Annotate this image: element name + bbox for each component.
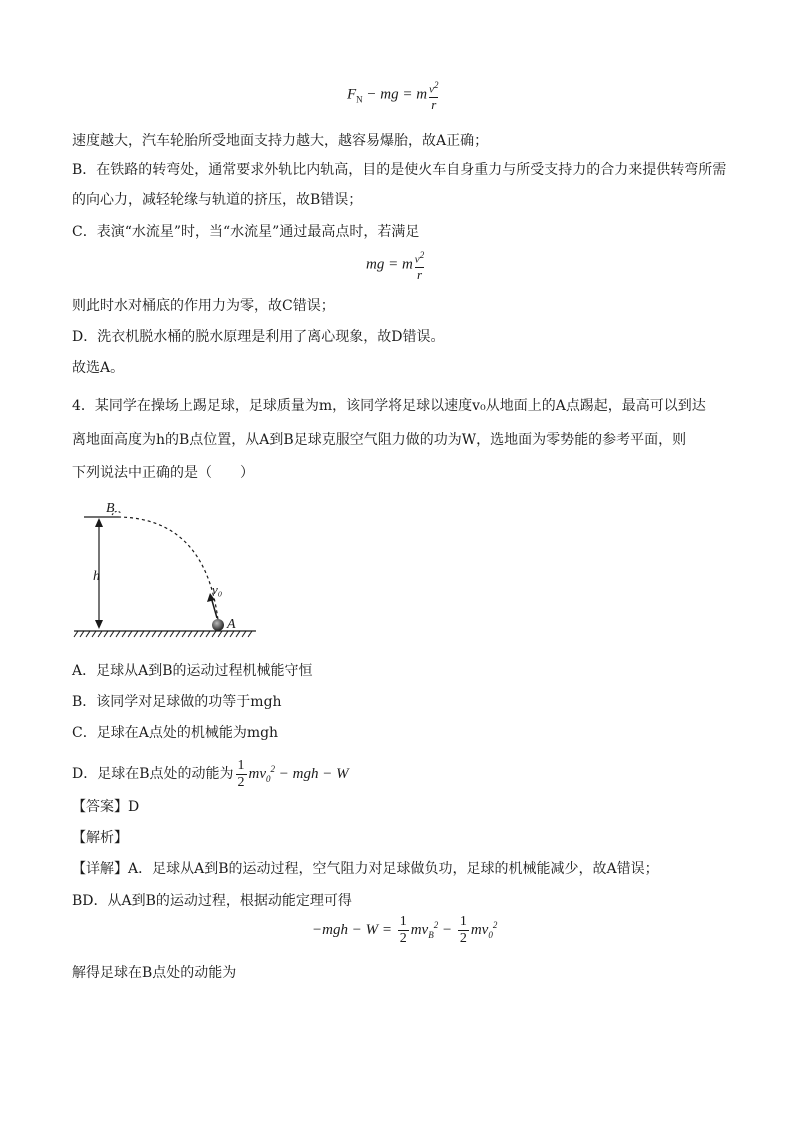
projectile-diagram: [70, 498, 270, 648]
formula-work-energy: −mgh − W = $\frac{1}{2}$ $mv_B^2$ − $\frac{1}{2}$ $mv_0^2$: [312, 914, 498, 946]
option-b: B．该同学对足球做的功等于mgh: [72, 694, 282, 710]
text-line-4: C．表演“水流星”时，当“水流星”通过最高点时，若满足: [72, 224, 420, 240]
option-c: C．足球在A点处的机械能为mgh: [72, 725, 279, 741]
label-B: B: [106, 501, 115, 516]
analysis-tag: 【解析】: [72, 830, 128, 846]
text-line-1: 速度越大，汽车轮胎所受地面支持力越大，越容易爆胎，故A正确；: [72, 133, 489, 149]
text-line-7: 故选A。: [72, 360, 125, 376]
bd-line: BD．从A到B的运动过程，根据动能定理可得: [72, 893, 352, 909]
question-4-line-1: 4．某同学在操场上踢足球，足球质量为m，该同学将足球以速度v₀从地面上的A点踢起，最高可以到达: [72, 398, 706, 414]
question-4-line-2: 离地面高度为h的B点位置，从A到B足球克服空气阻力做的功为W，选地面为零势能的参考平面，则: [72, 432, 687, 448]
text-line-2: B．在铁路的转弯处，通常要求外轨比内轨高，目的是使火车自身重力与所受支持力的合力来提供转弯所需: [72, 162, 727, 178]
text-line-6: D．洗衣机脱水桶的脱水原理是利用了离心现象，故D错误。: [72, 329, 445, 345]
option-a: A．足球从A到B的运动过程机械能守恒: [72, 663, 313, 679]
option-d: [72, 756, 349, 792]
text-line-3: 的向心力，减轻轮缘与轨道的挤压，故B错误；: [72, 192, 363, 208]
label-A: A: [227, 617, 236, 632]
detail-line: 【详解】A．足球从A到B的运动过程，空气阻力对足球做负功，足球的机械能减少，故A错误；: [72, 861, 659, 877]
formula-top-point: mg = m $\frac{v^2}{r}$: [366, 250, 425, 282]
text-line-5: 则此时水对桶底的作用力为零，故C错误；: [72, 298, 335, 314]
question-4-line-3: 下列说法中正确的是（ ）: [72, 465, 254, 481]
formula-centripetal-normal: $F_N$ − mg = m $\frac{v^2}{r}$: [347, 80, 439, 112]
last-line: 解得足球在B点处的动能为: [72, 965, 237, 981]
option-d-text: D．足球在B点处的动能为: [72, 766, 234, 782]
label-v0: v₀: [212, 582, 223, 597]
label-h: h: [93, 569, 100, 584]
formula-option-d: $\frac{1}{2}$ $mv_0^2$ − mgh − W: [237, 758, 349, 791]
answer-tag: 【答案】D: [72, 799, 140, 815]
